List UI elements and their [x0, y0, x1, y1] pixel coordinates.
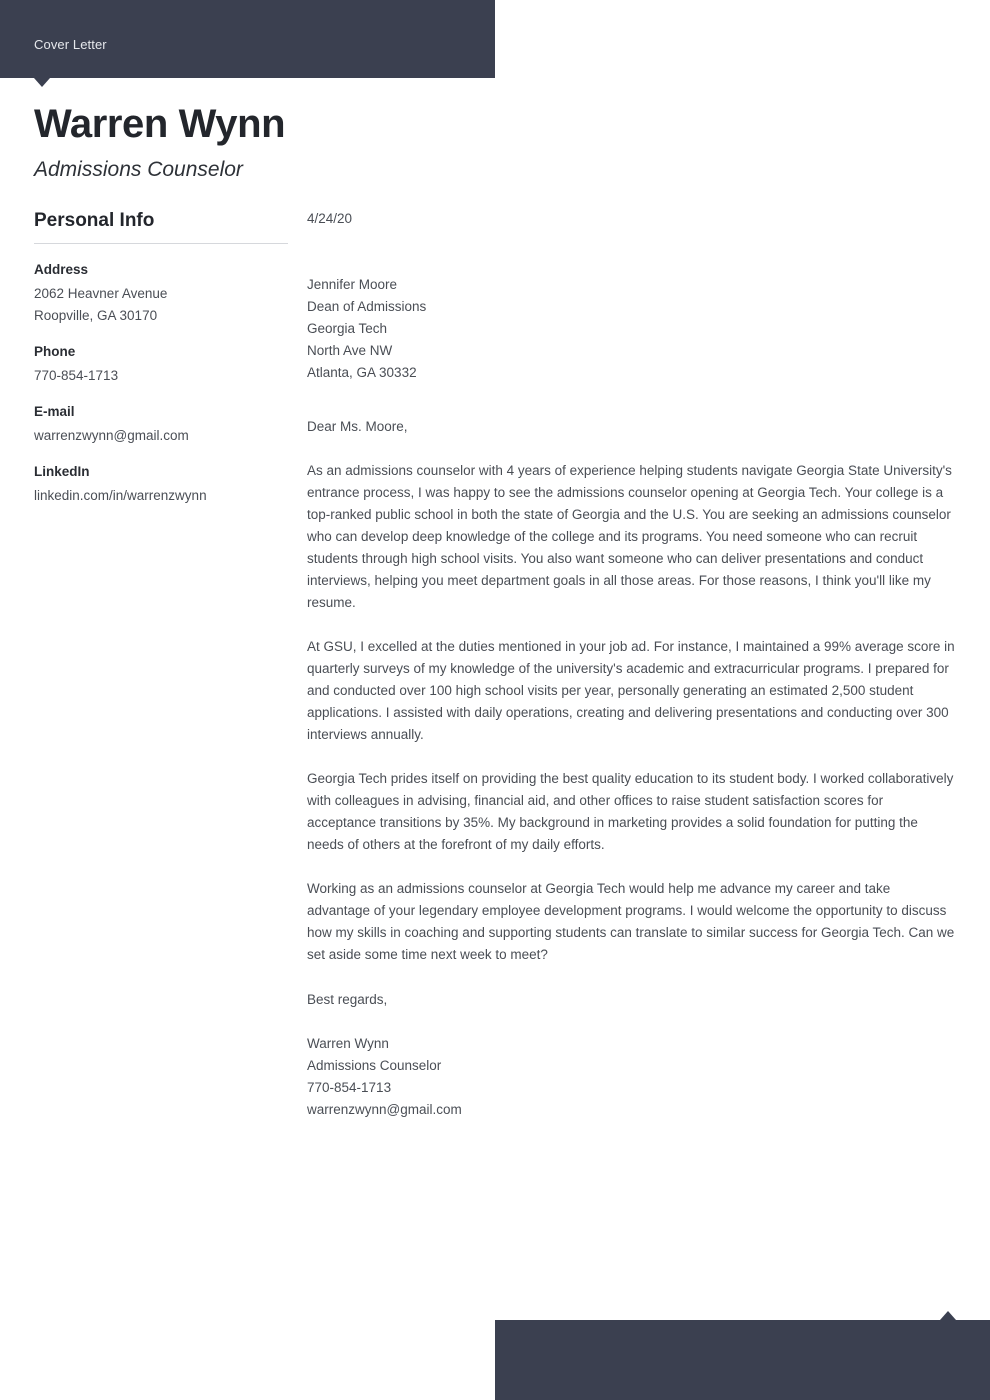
- signature-line: Warren Wynn: [307, 1036, 389, 1051]
- personal-info-group: [34, 462, 288, 507]
- signature-line: warrenzwynn@gmail.com: [307, 1102, 462, 1117]
- personal-info-value: linkedin.com/in/warrenzwynn: [34, 488, 207, 503]
- letter-paragraph: Working as an admissions counselor at Georgia Tech would help me advance my career and take advantage of your legendary employee development programs. I would welcome the opportunity to discuss how my skills in coaching and supporting students can translate to similar success for Georgia Tech. Can we set aside some time next week to meet?: [307, 881, 955, 962]
- footer-triangle-notch-icon: [940, 1311, 956, 1320]
- letter-date: 4/24/20: [307, 211, 353, 226]
- applicant-identity-block: [34, 100, 474, 184]
- personal-info-group: [34, 402, 288, 447]
- recipient-line: Jennifer Moore: [307, 277, 398, 292]
- personal-info-label: Address: [34, 262, 89, 277]
- personal-info-value: 770-854-1713: [34, 368, 119, 383]
- letter-paragraph: At GSU, I excelled at the duties mentioned in your job ad. For instance, I maintained a 99% average score in quarterly surveys of my knowledge of the university's academic and extracurricular programs. I prepared for and conducted over 100 high school visits per year, personally generating an estimated 2,500 student applications. I assisted with daily operations, creating and delivering presentations and conducting over 300 interviews annually.: [307, 639, 955, 742]
- letter-body: [307, 208, 955, 1121]
- personal-info-label: LinkedIn: [34, 464, 90, 479]
- personal-info-group: [34, 260, 288, 327]
- letter-paragraphs: [307, 460, 955, 966]
- letter-salutation: Dear Ms. Moore,: [307, 419, 408, 434]
- letter-paragraph: As an admissions counselor with 4 years of experience helping students navigate Georgia State University's entrance process, I was happy to see the admissions counselor opening at Georgia Tech. Your college is a top-ranked public school in both the state of Georgia and the U.S. You are seeking an admissions counselor who can develop deep knowledge of the college and its programs. You need someone who can recruit students through high school visits. You also want someone who can deliver presentations and conduct interviews, helping you meet department goals in all those areas. For those reasons, I think you'll like my resume.: [307, 463, 952, 610]
- letter-closing: Best regards,: [307, 992, 388, 1007]
- document-type-label: Cover Letter: [34, 37, 107, 52]
- recipient-line: Dean of Admissions: [307, 299, 427, 314]
- section-divider: [34, 243, 288, 244]
- personal-info-label: Phone: [34, 344, 76, 359]
- personal-info-sidebar: [34, 208, 288, 507]
- letter-signature-block: [307, 1033, 955, 1121]
- recipient-line: Georgia Tech: [307, 321, 388, 336]
- signature-line: Admissions Counselor: [307, 1058, 442, 1073]
- applicant-job-title: Admissions Counselor: [34, 158, 243, 181]
- document-footer-bar: [495, 1320, 990, 1400]
- recipient-line: Atlanta, GA 30332: [307, 365, 417, 380]
- recipient-line: North Ave NW: [307, 343, 393, 358]
- letter-paragraph: Georgia Tech prides itself on providing the best quality education to its student body. I worked collaboratively with colleagues in advising, financial aid, and other offices to raise student satisfaction scores for acceptance transitions by 35%. My background in marketing provides a solid foundation for putting the needs of others at the forefront of my daily efforts.: [307, 771, 954, 852]
- header-triangle-notch-icon: [34, 78, 50, 87]
- personal-info-value: warrenzwynn@gmail.com: [34, 428, 189, 443]
- signature-line: 770-854-1713: [307, 1080, 392, 1095]
- applicant-name: Warren Wynn: [34, 102, 286, 146]
- personal-info-list: [34, 260, 288, 507]
- personal-info-value: Roopville, GA 30170: [34, 308, 158, 323]
- recipient-address-block: [307, 274, 955, 384]
- document-header-bar: [0, 0, 495, 78]
- personal-info-heading: Personal Info: [34, 210, 155, 231]
- personal-info-group: [34, 342, 288, 387]
- personal-info-label: E-mail: [34, 404, 75, 419]
- personal-info-value: 2062 Heavner Avenue: [34, 286, 168, 301]
